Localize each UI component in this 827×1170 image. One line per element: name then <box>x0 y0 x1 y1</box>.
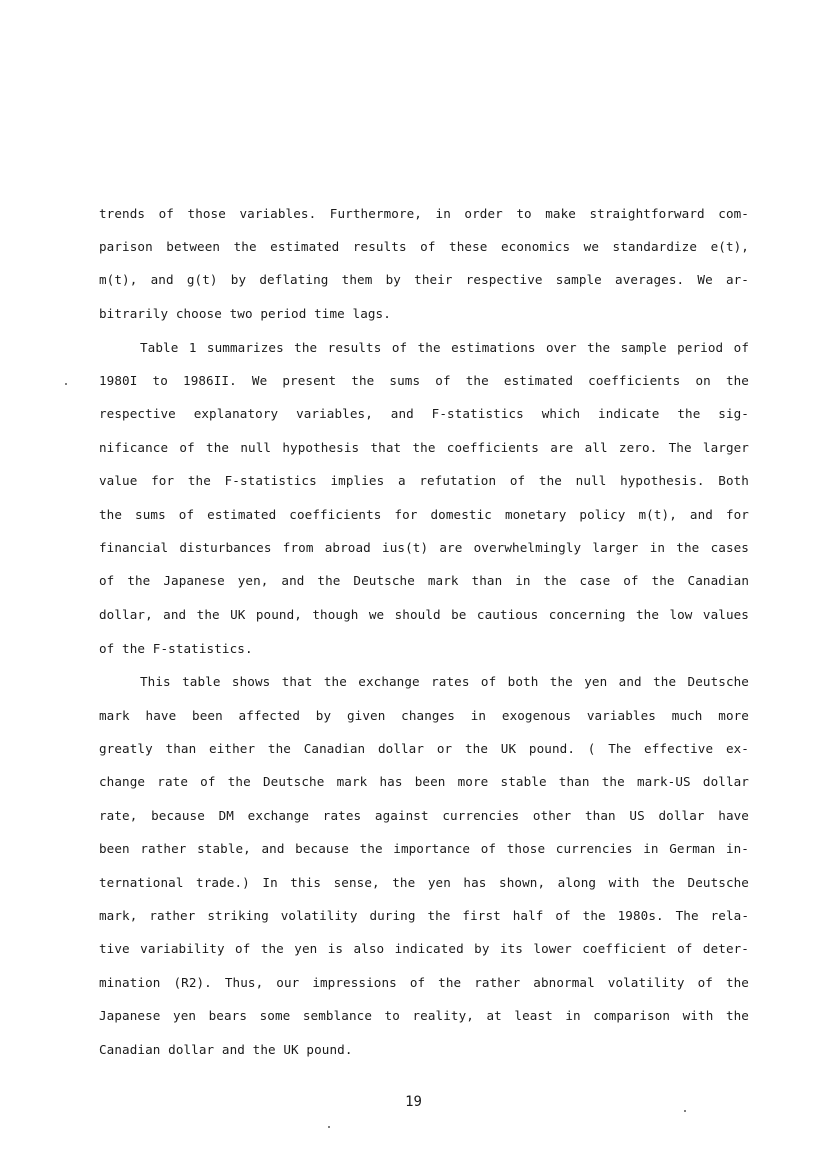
text-line: bitrarily choose two period time lags. <box>99 306 391 321</box>
text-line: Canadian dollar and the UK pound. <box>99 1042 353 1057</box>
text-line: mark, rather striking volatility during the first half of the 1980s. The rela- <box>99 908 749 923</box>
text-line: parison between the estimated results of these economics we standardize e(t), <box>99 239 749 254</box>
text-line: of the F-statistics. <box>99 641 253 656</box>
text-line: nificance of the null hypothesis that the coefficients are all zero. The larger <box>99 440 749 455</box>
scan-speck <box>684 1110 686 1112</box>
text-line: of the Japanese yen, and the Deutsche mark than in the case of the Canadian <box>99 573 749 588</box>
text-line: the sums of estimated coefficients for domestic monetary policy m(t), and for <box>99 507 749 522</box>
text-line: tive variability of the yen is also indicated by its lower coefficient of deter- <box>99 941 749 956</box>
text-line: dollar, and the UK pound, though we should be cautious concerning the low values <box>99 607 749 622</box>
page-number: 19 <box>405 1094 422 1110</box>
text-line: financial disturbances from abroad ius(t) are overwhelmingly larger in the cases <box>99 540 749 555</box>
text-line: greatly than either the Canadian dollar or the UK pound. ( The effective ex- <box>99 741 749 756</box>
text-line: mination (R2). Thus, our impressions of the rather abnormal volatility of the <box>99 975 749 990</box>
text-line: rate, because DM exchange rates against currencies other than US dollar have <box>99 808 749 823</box>
scan-speck <box>328 1126 330 1128</box>
text-line: change rate of the Deutsche mark has been more stable than the mark-US dollar <box>99 774 749 789</box>
text-line: 1980I to 1986II. We present the sums of the estimated coefficients on the <box>99 373 749 388</box>
text-line: m(t), and g(t) by deflating them by their respective sample averages. We ar- <box>99 272 749 287</box>
text-line: trends of those variables. Furthermore, in order to make straightforward com- <box>99 206 749 221</box>
text-line: value for the F-statistics implies a refutation of the null hypothesis. Both <box>99 473 749 488</box>
text-line: Table 1 summarizes the results of the estimations over the sample period of <box>140 340 749 355</box>
text-line: respective explanatory variables, and F-statistics which indicate the sig- <box>99 406 749 421</box>
text-line: been rather stable, and because the importance of those currencies in German in- <box>99 841 749 856</box>
text-line: mark have been affected by given changes in exogenous variables much more <box>99 708 749 723</box>
text-line: This table shows that the exchange rates of both the yen and the Deutsche <box>140 674 749 689</box>
text-line: Japanese yen bears some semblance to reality, at least in comparison with the <box>99 1008 749 1023</box>
scan-speck <box>65 383 67 385</box>
text-line: ternational trade.) In this sense, the yen has shown, along with the Deutsche <box>99 875 749 890</box>
